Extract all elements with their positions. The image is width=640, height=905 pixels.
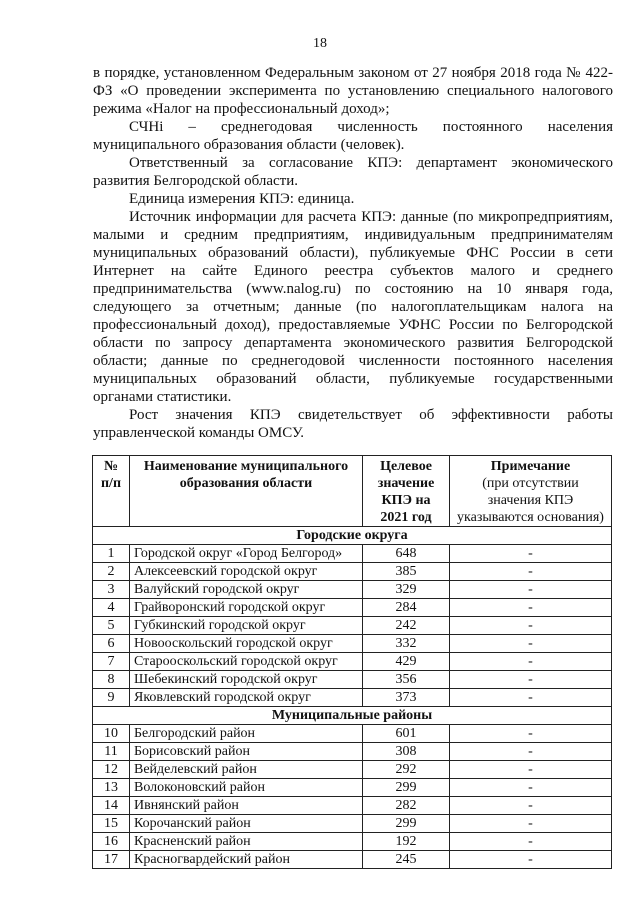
row-note: - xyxy=(450,671,612,689)
table-row xyxy=(93,851,612,869)
row-name: Корочанский район xyxy=(130,815,363,833)
paragraph: Ответственный за согласование КПЭ: департамент экономического развития Белгородской области. xyxy=(93,155,613,189)
table-row xyxy=(93,617,612,635)
row-value: 192 xyxy=(363,833,450,851)
table-row xyxy=(93,815,612,833)
row-num: 9 xyxy=(93,689,130,707)
paragraph: Рост значения КПЭ свидетельствует об эффективности работы управленческой команды ОМСУ. xyxy=(93,407,613,441)
row-note: - xyxy=(450,635,612,653)
row-note: - xyxy=(450,815,612,833)
row-num: 5 xyxy=(93,617,130,635)
header-note-sub: (при отсутствии значения КПЭ указываются основания) xyxy=(457,476,604,525)
row-value: 601 xyxy=(363,725,450,743)
row-num: 13 xyxy=(93,779,130,797)
row-name: Грайворонский городской округ xyxy=(130,599,363,617)
row-value: 648 xyxy=(363,545,450,563)
row-name: Белгородский район xyxy=(130,725,363,743)
table-row xyxy=(93,545,612,563)
table-row xyxy=(93,581,612,599)
row-note: - xyxy=(450,581,612,599)
row-num: 7 xyxy=(93,653,130,671)
row-num: 16 xyxy=(93,833,130,851)
table-row xyxy=(93,689,612,707)
table-row xyxy=(93,671,612,689)
header-note xyxy=(450,456,612,527)
row-name: Городской округ «Город Белгород» xyxy=(130,545,363,563)
header-note-title: Примечание xyxy=(490,459,571,474)
table-body xyxy=(93,527,612,869)
row-value: 385 xyxy=(363,563,450,581)
row-num: 14 xyxy=(93,797,130,815)
row-value: 282 xyxy=(363,797,450,815)
table-row xyxy=(93,761,612,779)
row-name: Валуйский городской округ xyxy=(130,581,363,599)
row-note: - xyxy=(450,743,612,761)
row-value: 356 xyxy=(363,671,450,689)
row-value: 332 xyxy=(363,635,450,653)
row-name: Шебекинский городской округ xyxy=(130,671,363,689)
row-num: 6 xyxy=(93,635,130,653)
row-note: - xyxy=(450,617,612,635)
row-value: 242 xyxy=(363,617,450,635)
row-value: 284 xyxy=(363,599,450,617)
row-name: Яковлевский городской округ xyxy=(130,689,363,707)
row-num: 17 xyxy=(93,851,130,869)
row-note: - xyxy=(450,653,612,671)
row-note: - xyxy=(450,689,612,707)
row-name: Вейделевский район xyxy=(130,761,363,779)
body-text xyxy=(93,64,613,442)
row-value: 245 xyxy=(363,851,450,869)
row-value: 329 xyxy=(363,581,450,599)
row-num: 12 xyxy=(93,761,130,779)
row-note: - xyxy=(450,563,612,581)
row-value: 308 xyxy=(363,743,450,761)
row-value: 292 xyxy=(363,761,450,779)
row-num: 2 xyxy=(93,563,130,581)
row-note: - xyxy=(450,797,612,815)
section-title: Городские округа xyxy=(93,527,612,545)
table-row xyxy=(93,599,612,617)
page-number: 18 xyxy=(313,36,327,51)
table-row xyxy=(93,743,612,761)
row-num: 10 xyxy=(93,725,130,743)
row-num: 1 xyxy=(93,545,130,563)
row-note: - xyxy=(450,545,612,563)
row-value: 429 xyxy=(363,653,450,671)
row-note: - xyxy=(450,833,612,851)
row-num: 3 xyxy=(93,581,130,599)
row-value: 373 xyxy=(363,689,450,707)
table-row xyxy=(93,725,612,743)
paragraph: в порядке, установленном Федеральным законом от 27 ноября 2018 года № 422-ФЗ «О проведении эксперимента по установлению специального налогового режима «Налог на профессиональный доход»; xyxy=(93,65,613,117)
row-num: 4 xyxy=(93,599,130,617)
paragraph: Источник информации для расчета КПЭ: данные (по микропредприятиям, малыми и средним предприятиям, индивидуальным предпринимателям муниципальных образований области), публикуемые ФНС России в сети Интернет на сайте Единого реестра субъектов малого и среднего предпринимательства (www.nalog.ru) по состоянию на 10 января года, следующего за отчетным; данные (по налогоплательщикам налога на профессиональный доход), предоставляемые УФНС России по Белгородской области по запросу департамента экономического развития Белгородской области; данные по среднегодовой численности постоянного населения муниципальных образований области, публикуемые государственными органами статистики. xyxy=(93,209,613,405)
table-header-row xyxy=(93,456,612,527)
header-num: № п/п xyxy=(93,456,130,527)
row-note: - xyxy=(450,851,612,869)
row-value: 299 xyxy=(363,779,450,797)
row-num: 11 xyxy=(93,743,130,761)
row-note: - xyxy=(450,779,612,797)
row-name: Волоконовский район xyxy=(130,779,363,797)
row-name: Старооскольский городской округ xyxy=(130,653,363,671)
table-row xyxy=(93,563,612,581)
row-name: Новооскольский городской округ xyxy=(130,635,363,653)
table-row xyxy=(93,653,612,671)
kpi-table xyxy=(92,455,612,869)
row-value: 299 xyxy=(363,815,450,833)
table-row xyxy=(93,833,612,851)
section-row xyxy=(93,527,612,545)
row-note: - xyxy=(450,761,612,779)
row-name: Красногвардейский район xyxy=(130,851,363,869)
row-name: Алексеевский городской округ xyxy=(130,563,363,581)
header-value: Целевое значение КПЭ на 2021 год xyxy=(363,456,450,527)
header-name: Наименование муниципального образования области xyxy=(130,456,363,527)
table-row xyxy=(93,797,612,815)
row-name: Борисовский район xyxy=(130,743,363,761)
row-note: - xyxy=(450,725,612,743)
row-name: Ивнянский район xyxy=(130,797,363,815)
section-title: Муниципальные районы xyxy=(93,707,612,725)
paragraph: СЧНi – среднегодовая численность постоянного населения муниципального образования области (человек). xyxy=(93,119,613,153)
paragraph: Единица измерения КПЭ: единица. xyxy=(129,191,355,207)
row-num: 15 xyxy=(93,815,130,833)
table-row xyxy=(93,635,612,653)
row-name: Красненский район xyxy=(130,833,363,851)
section-row xyxy=(93,707,612,725)
row-num: 8 xyxy=(93,671,130,689)
row-name: Губкинский городской округ xyxy=(130,617,363,635)
table-row xyxy=(93,779,612,797)
row-note: - xyxy=(450,599,612,617)
